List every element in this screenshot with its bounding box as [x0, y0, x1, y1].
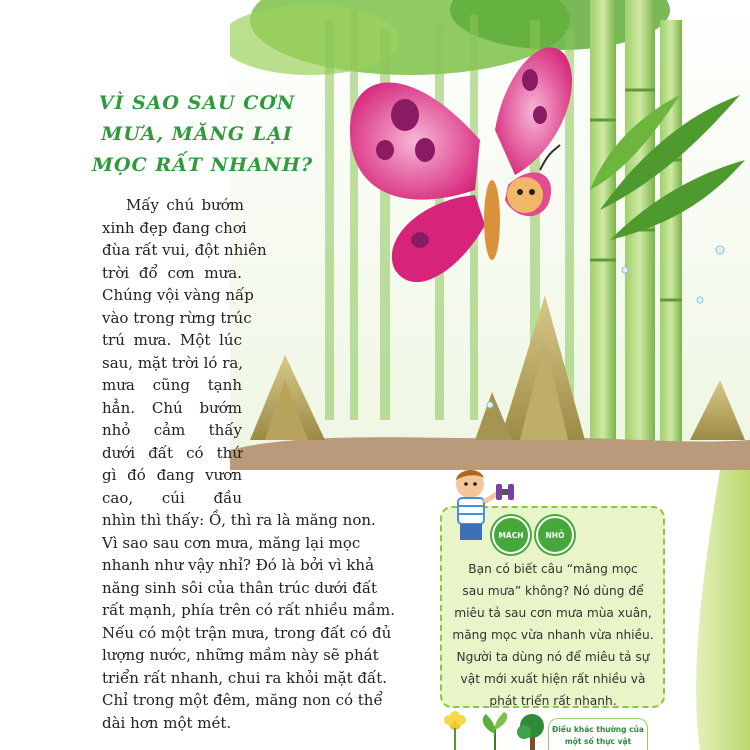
title-line: MƯA, MĂNG LẠI — [101, 123, 293, 145]
text-line: vào trong rừng trúc — [102, 308, 252, 327]
text-line: triển rất nhanh, chui ra khỏi mặt đất. — [102, 668, 387, 687]
story-text — [102, 194, 482, 734]
tip-line: phát triển rất nhanh. — [489, 694, 617, 708]
leaf-plant-icon — [483, 712, 507, 750]
tip-line: Bạn có biết câu “măng mọc — [468, 562, 638, 576]
footer-label-line: một số thực vật — [564, 737, 632, 746]
page-title — [92, 88, 314, 181]
text-line: sau, mặt trời ló ra, — [102, 353, 244, 372]
tip-line: Người ta dùng nó để miêu tả sự — [456, 650, 650, 664]
text-line: nhanh như vậy nhỉ? Đó là bởi vì khả — [102, 556, 375, 574]
text-line: Chỉ trong một đêm, măng non có thể — [102, 691, 383, 709]
text-line: lượng nước, những mầm này sẽ phát — [102, 646, 379, 664]
text-line: năng sinh sôi của thân trúc dưới đất — [102, 578, 378, 597]
text-line: Vì sao sau cơn mưa, măng lại mọc — [102, 533, 361, 552]
text-line: Chúng vội vàng nấp — [102, 286, 254, 304]
plant-icons — [440, 708, 550, 750]
tip-badge-mach: MÁCH — [492, 516, 530, 554]
text-line: trú mưa. Một lúc — [102, 331, 242, 349]
tip-text — [450, 558, 656, 712]
tip-badges — [492, 516, 574, 554]
title-line: MỌC RẤT NHANH? — [92, 154, 314, 176]
text-line: dài hơn một mét. — [102, 713, 232, 732]
tip-line: măng mọc vừa nhanh vừa nhiều. — [452, 628, 654, 642]
flower-icon — [444, 711, 466, 750]
tip-line: sau mưa” không? Nó dùng để — [462, 584, 644, 598]
text-line: mưa cũng tạnh — [102, 376, 242, 394]
footer-section-label — [548, 718, 648, 750]
text-line: nhìn thì thấy: Ồ, thì ra là măng non. — [102, 511, 376, 529]
text-line: dưới đất có thứ — [102, 443, 242, 462]
text-line: Nếu có một trận mưa, trong đất có đủ — [102, 623, 392, 642]
tip-line: miêu tả sau cơn mưa mùa xuân, — [454, 606, 652, 620]
tip-line: vật mới xuất hiện rất nhiều và — [460, 672, 646, 686]
text-line: xinh đẹp đang chơi — [102, 218, 247, 237]
tree-icon — [517, 714, 544, 750]
title-line: VÌ SAO SAU CƠN — [98, 92, 296, 114]
text-line: nhỏ cảm thấy — [102, 421, 242, 439]
text-line: hẳn. Chú bướm — [102, 398, 242, 417]
text-line: gì đó đang vươn — [102, 466, 242, 484]
text-line: trời đổ cơn mưa. — [102, 263, 242, 282]
text-line: cao, cúi đầu — [102, 488, 242, 507]
text-line: Mấy chú bướm — [126, 196, 244, 214]
text-line: rất mạnh, phía trên có rất nhiều mầm. — [102, 601, 395, 619]
footer-label-line: Điều khác thường của — [552, 725, 644, 734]
tip-badge-nho: NHỎ — [536, 516, 574, 554]
text-line: đùa rất vui, đột nhiên — [102, 241, 267, 259]
